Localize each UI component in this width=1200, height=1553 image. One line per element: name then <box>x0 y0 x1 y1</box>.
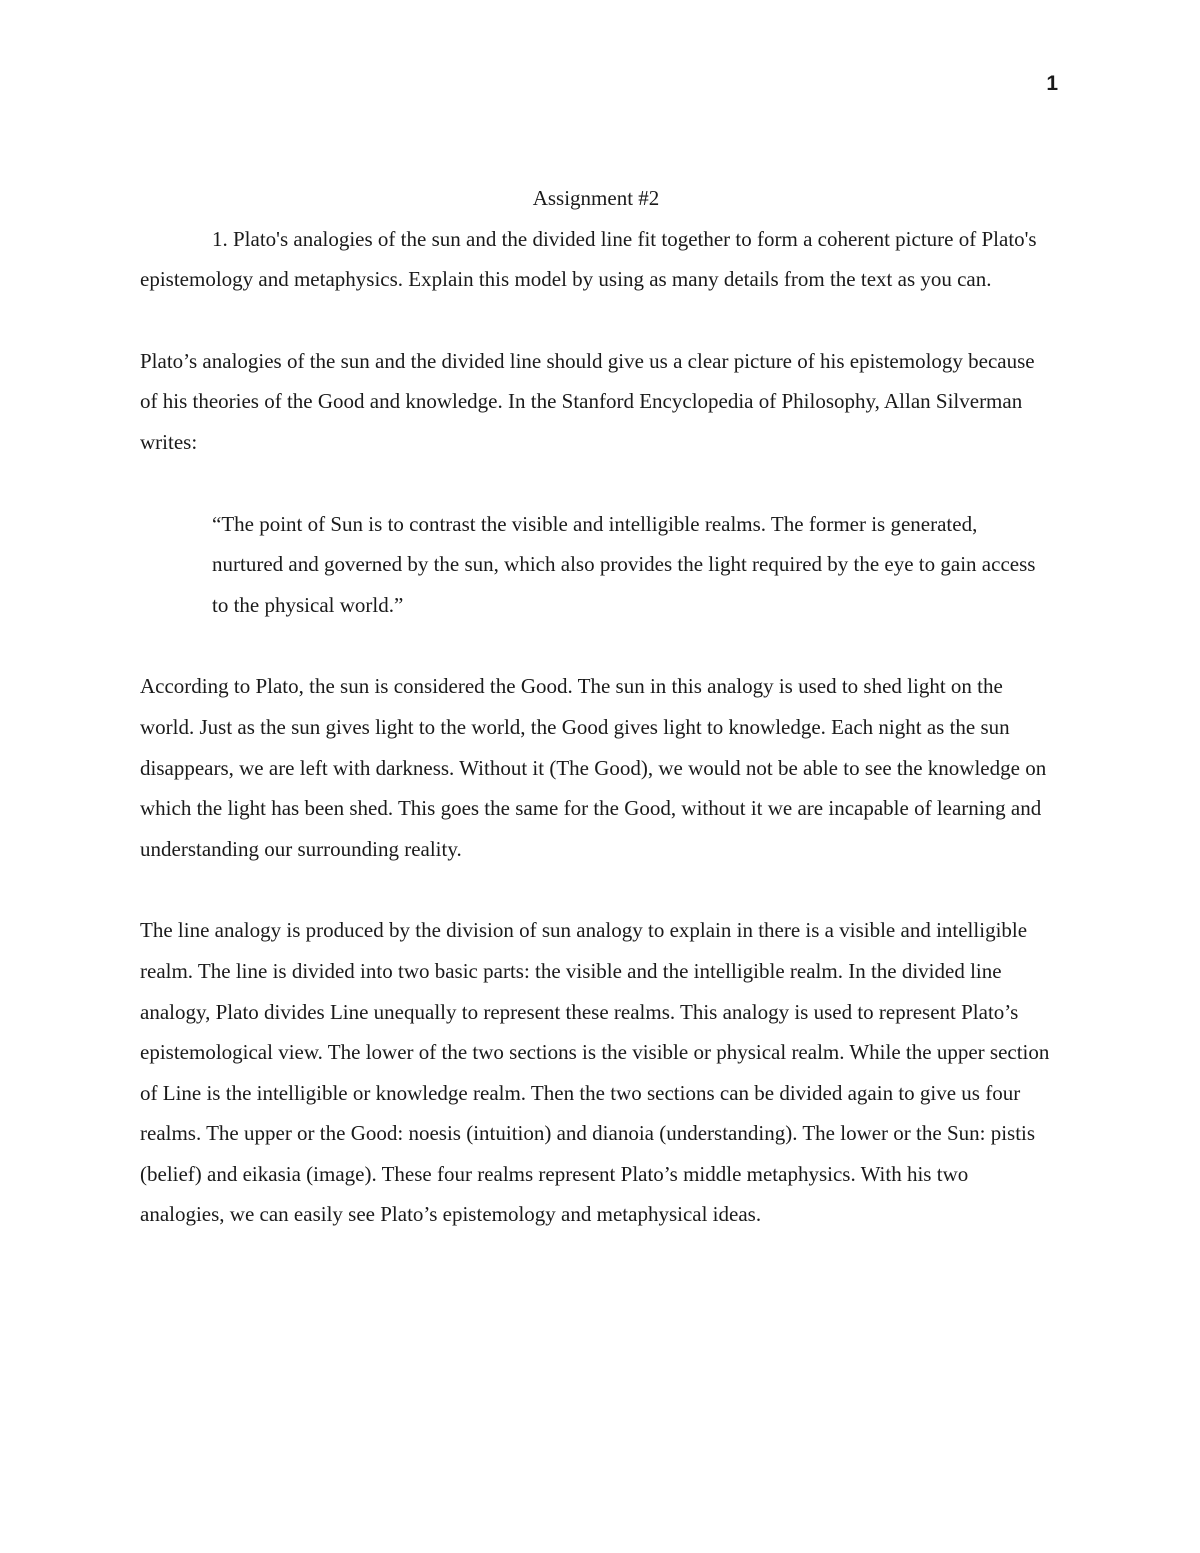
document-title: Assignment #2 <box>532 186 660 210</box>
paragraph-sun-analogy: According to Plato, the sun is considered the Good. The sun in this analogy is used to shed light on the world. Just as the sun gives light to the world, the Good gives light to knowledge. Each night as the sun disappears, we are left with darkness. Without it (The Good), we would not be able to see the knowledge on which the light has been shed. This goes the same for the Good, without it we are incapable of learning and understanding our surrounding reality. <box>140 674 1047 861</box>
block-quote: “The point of Sun is to contrast the visible and intelligible realms. The former is generated, nurtured and governed by the sun, which also provides the light required by the eye to gain access to the physical world.” <box>212 511 1036 617</box>
assignment-question: 1. Plato's analogies of the sun and the divided line fit together to form a coherent picture of Plato's epistemology and metaphysics. Explain this model by using as many details from the text as you can. <box>140 226 1037 292</box>
paragraph-intro: Plato’s analogies of the sun and the divided line should give us a clear picture of his epistemology because of his theories of the Good and knowledge. In the Stanford Encyclopedia of Philosophy, Allan Silverman writes: <box>140 348 1035 454</box>
page-number: 1 <box>1046 72 1058 95</box>
paragraph-line-analogy: The line analogy is produced by the division of sun analogy to explain in there is a visible and intelligible realm. The line is divided into two basic parts: the visible and the intelligible realm. In the divided line analogy, Plato divides Line unequally to represent these realms. This analogy is used to represent Plato’s epistemological view. The lower of the two sections is the visible or physical realm. While the upper section of Line is the intelligible or knowledge realm. Then the two sections can be divided again to give us four realms. The upper or the Good: noesis (intuition) and dianoia (understanding). The lower or the Sun: pistis (belief) and eikasia (image). These four realms represent Plato’s middle metaphysics. With his two analogies, we can easily see Plato’s epistemology and metaphysical ideas. <box>140 918 1050 1227</box>
document-body <box>140 178 1052 1235</box>
